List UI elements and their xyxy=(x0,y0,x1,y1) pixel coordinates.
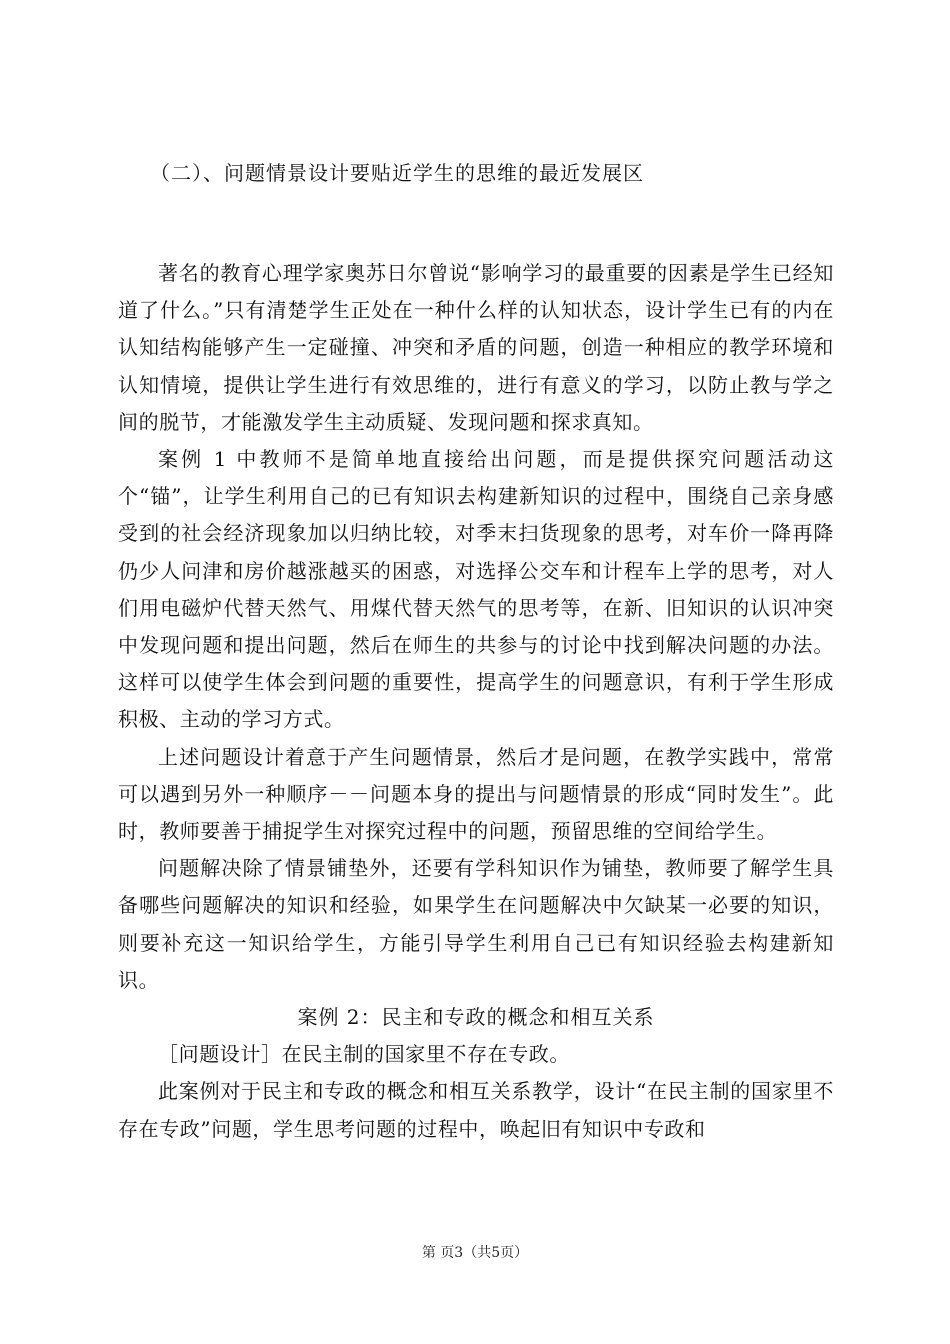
case-2-title: 案例 2：民主和专政的概念和相互关系 xyxy=(297,1005,655,1030)
section-heading: （二）、问题情景设计要贴近学生的思维的最近发展区 xyxy=(150,161,644,185)
paragraph-intro: 著名的教育心理学家奥苏日尔曾说“影响学习的最重要的因素是学生已经知道了什么。”只有清楚学生正处在一种什么样的认知状态，设计学生已有的内在认知结构能够产生一定碰撞、冲突和矛盾的问题，创造一种相应的教学环境和认知情境，提供让学生进行有效思维的，进行有意义的学习，以防止教与学之间的脱节，才能激发学生主动质疑、发现问题和探求真知。 xyxy=(118,261,834,434)
question-design: ［问题设计］在民主制的国家里不存在专政。 xyxy=(158,1042,570,1067)
paragraph-problem-solving: 问题解决除了情景铺垫外，还要有学科知识作为铺垫，教师要了解学生具备哪些问题解决的知识和经验，如果学生在问题解决中欠缺某一必要的知识，则要补充这一知识给学生，方能引导学生利用自己已有知识经验去构建新知识。 xyxy=(118,856,834,992)
paragraph-case-1: 案例 1 中教师不是简单地直接给出问题，而是提供探究问题活动这个“锚”，让学生利用自己的已有知识去构建新知识的过程中，围绕自己亲身感受到的社会经济现象加以归纳比较，对季末扫货现象的思考，对车价一降再降仍少人问津和房价越涨越买的困惑，对选择公交车和计程车上学的思考，对人们用电磁炉代替天然气、用煤代替天然气的思考等，在新、旧知识的认识冲突中发现问题和提出问题，然后在师生的共参与的讨论中找到解决问题的办法。这样可以使学生体会到问题的重要性，提高学生的问题意识，有利于学生形成积极、主动的学习方式。 xyxy=(118,447,834,732)
body-text xyxy=(118,255,834,1148)
paragraph-case-2-analysis: 此案例对于民主和专政的概念和相互关系教学，设计“在民主制的国家里不存在专政”问题，学生思考问题的过程中，唤起旧有知识中专政和 xyxy=(118,1079,834,1141)
paragraph-problem-sequence: 上述问题设计着意于产生问题情景，然后才是问题，在教学实践中，常常可以遇到另外一种顺序－－问题本身的提出与问题情景的形成“同时发生”。此时，教师要善于捕捉学生对探究过程中的问题，预留思维的空间给学生。 xyxy=(118,744,834,844)
page-footer: 第 页3（共5页） xyxy=(421,1245,529,1261)
